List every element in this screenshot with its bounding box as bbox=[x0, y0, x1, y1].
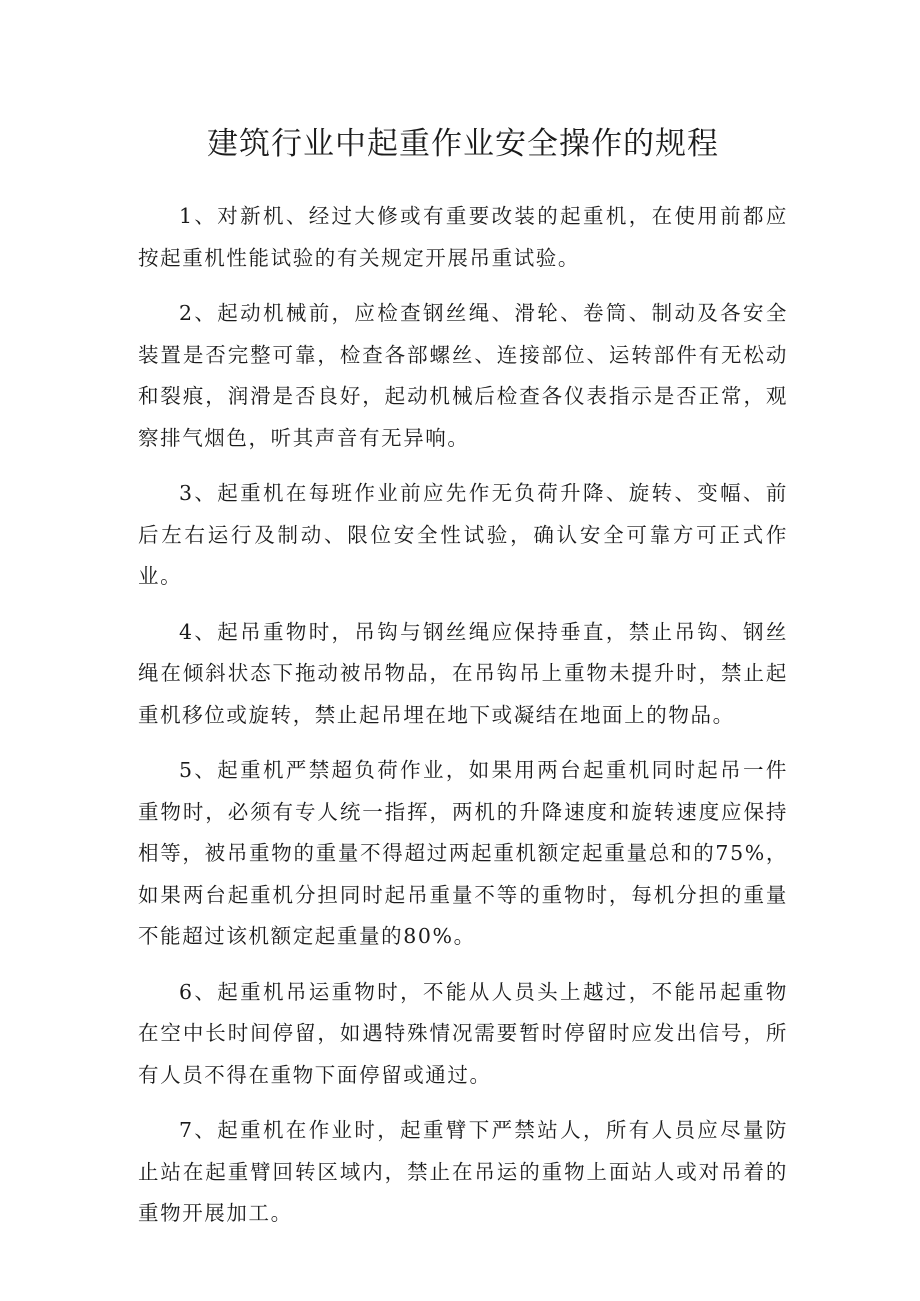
paragraph-1: 1、对新机、经过大修或有重要改装的起重机，在使用前都应按起重机性能试验的有关规定开展吊重试验。 bbox=[138, 204, 788, 270]
document-title: 建筑行业中起重作业安全操作的规程 bbox=[207, 126, 719, 162]
paragraph-3: 3、起重机在每班作业前应先作无负荷升降、旋转、变幅、前后左右运行及制动、限位安全性试验，确认安全可靠方可正式作业。 bbox=[138, 481, 788, 588]
paragraph-6: 6、起重机吊运重物时，不能从人员头上越过，不能吊起重物在空中长时间停留，如遇特殊情况需要暂时停留时应发出信号，所有人员不得在重物下面停留或通过。 bbox=[138, 979, 788, 1087]
paragraph-2: 2、起动机械前，应检查钢丝绳、滑轮、卷筒、制动及各安全装置是否完整可靠，检查各部螺丝、连接部位、运转部件有无松动和裂痕，润滑是否良好，起动机械后检查各仪表指示是否正常，观察排气烟色，听其声音有无异响。 bbox=[138, 301, 788, 450]
paragraph-5: 5、起重机严禁超负荷作业，如果用两台起重机同时起吊一件重物时，必须有专人统一指挥，两机的升降速度和旋转速度应保持相等，被吊重物的重量不得超过两起重机额定起重量总和的75%，如果两台起重机分担同时起吊重量不等的重物时，每机分担的重量不能超过该机额定起重量的80%。 bbox=[138, 758, 789, 948]
paragraph-4: 4、起吊重物时，吊钩与钢丝绳应保持垂直，禁止吊钩、钢丝绳在倾斜状态下拖动被吊物品，在吊钩吊上重物未提升时，禁止起重机移位或旋转，禁止起吊埋在地下或凝结在地面上的物品。 bbox=[138, 619, 788, 727]
paragraph-7: 7、起重机在作业时，起重臂下严禁站人，所有人员应尽量防止站在起重臂回转区域内，禁止在吊运的重物上面站人或对吊着的重物开展加工。 bbox=[138, 1118, 788, 1225]
